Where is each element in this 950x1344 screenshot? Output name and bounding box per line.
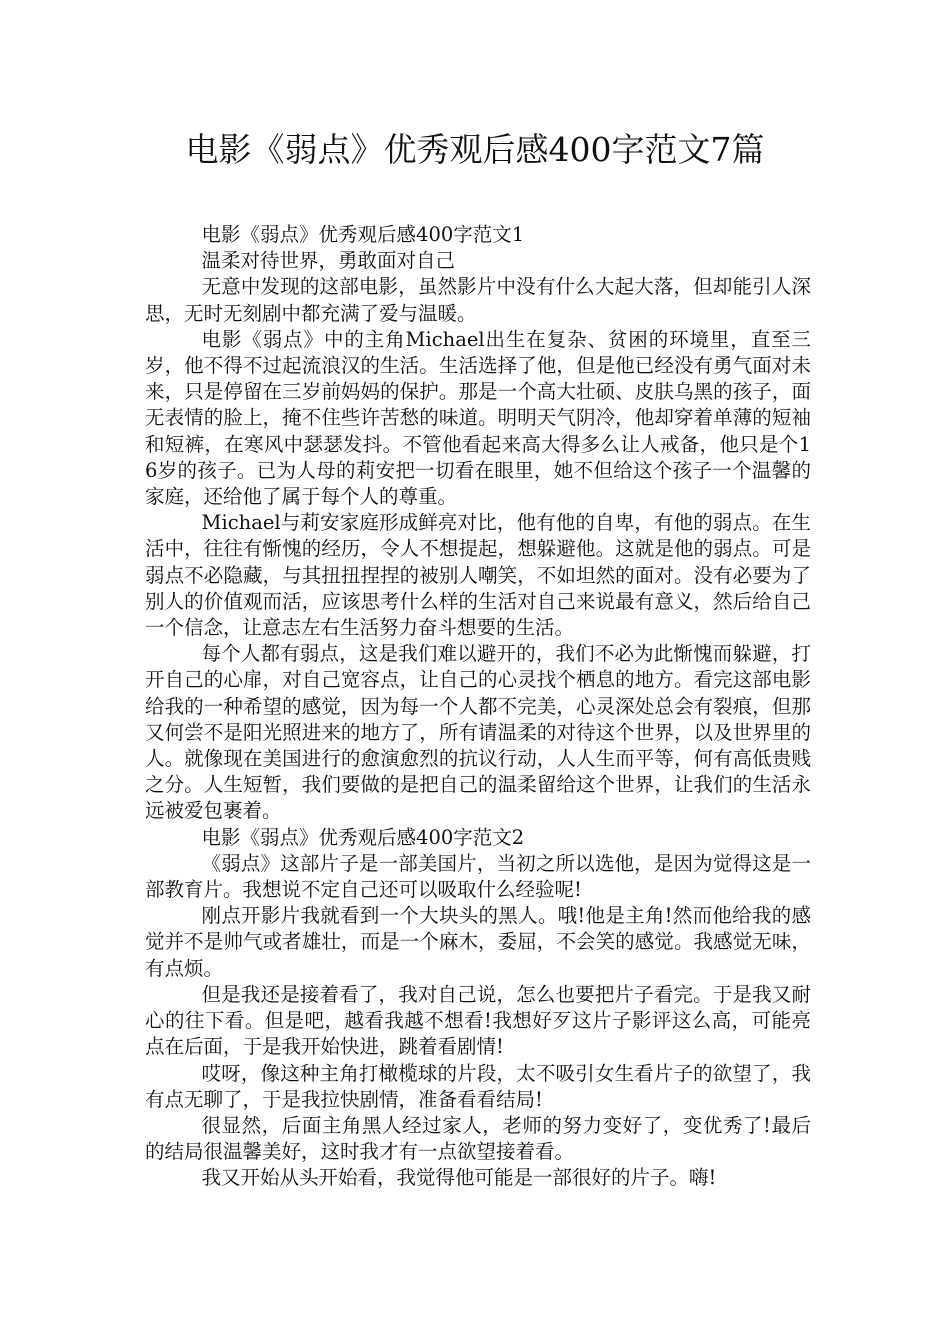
paragraph: 很显然，后面主角黑人经过家人，老师的努力变好了，变优秀了!最后的结局很温馨美好，这时我才有一点欲望接着看。 bbox=[145, 1113, 811, 1164]
paragraph: 《弱点》这部片子是一部美国片，当初之所以选他，是因为觉得这是一部教育片。我想说不定自己还可以吸取什么经验呢! bbox=[145, 851, 811, 902]
document-body bbox=[145, 222, 811, 1192]
document-title: 电影《弱点》优秀观后感400字范文7篇 bbox=[185, 130, 765, 169]
section-heading: 电影《弱点》优秀观后感400字范文2 bbox=[201, 825, 525, 849]
paragraph: Michael与莉安家庭形成鲜亮对比，他有他的自卑，有他的弱点。在生活中，往往有惭愧的经历，令人不想提起，想躲避他。这就是他的弱点。可是弱点不必隐藏，与其扭扭捏捏的被别人嘲笑，不如坦然的面对。没有必要为了别人的价值观而活，应该思考什么样的生活对自己来说最有意义，然后给自己一个信念，让意志左右生活努力奋斗想要的生活。 bbox=[145, 511, 811, 640]
paragraph: 每个人都有弱点，这是我们难以避开的，我们不必为此惭愧而躲避，打开自己的心扉，对自己宽容点，让自己的心灵找个栖息的地方。看完这部电影给我的一种希望的感觉，因为每一个人都不完美，心灵深处总会有裂痕，但那又何尝不是阳光照进来的地方了，所有请温柔的对待这个世界，以及世界里的人。就像现在美国进行的愈演愈烈的抗议行动，人人生而平等，何有高低贵贱之分。人生短暂，我们要做的是把自己的温柔留给这个世界，让我们的生活永远被爱包裹着。 bbox=[145, 642, 811, 823]
section-subtitle: 温柔对待世界，勇敢面对自己 bbox=[201, 249, 456, 273]
paragraph: 但是我还是接着看了，我对自己说，怎么也要把片子看完。于是我又耐心的往下看。但是吧，越看我越不想看!我想好歹这片子影评这么高，可能亮点在后面，于是我开始快进，跳着看剧情! bbox=[145, 982, 811, 1059]
paragraph: 哎呀，像这种主角打橄榄球的片段，太不吸引女生看片子的欲望了，我有点无聊了，于是我拉快剧情，准备看看结局! bbox=[145, 1061, 811, 1111]
section-heading: 电影《弱点》优秀观后感400字范文1 bbox=[201, 223, 525, 246]
paragraph: 刚点开影片我就看到一个大块头的黑人。哦!他是主角!然而他给我的感觉并不是帅气或者雄壮，而是一个麻木，委屈，不会笑的感觉。我感觉无味，有点烦。 bbox=[145, 904, 811, 980]
paragraph: 电影《弱点》中的主角Michael出生在复杂、贫困的环境里，直至三岁，他不得不过起流浪汉的生活。生活选择了他，但是他已经没有勇气面对未来，只是停留在三岁前妈妈的保护。那是一个高大壮硕、皮肤乌黑的孩子，面无表情的脸上，掩不住些许苦愁的味道。明明天气阴冷，他却穿着单薄的短袖和短裤，在寒风中瑟瑟发抖。不管他看起来高大得多么让人戒备，他只是个16岁的孩子。已为人母的莉安把一切看在眼里，她不但给这个孩子一个温馨的家庭，还给他了属于每个人的尊重。 bbox=[145, 327, 811, 509]
paragraph: 无意中发现的这部电影，虽然影片中没有什么大起大落，但却能引人深思，无时无刻剧中都充满了爱与温暖。 bbox=[145, 275, 811, 325]
paragraph: 我又开始从头开始看，我觉得他可能是一部很好的片子。嗨! bbox=[201, 1166, 717, 1190]
